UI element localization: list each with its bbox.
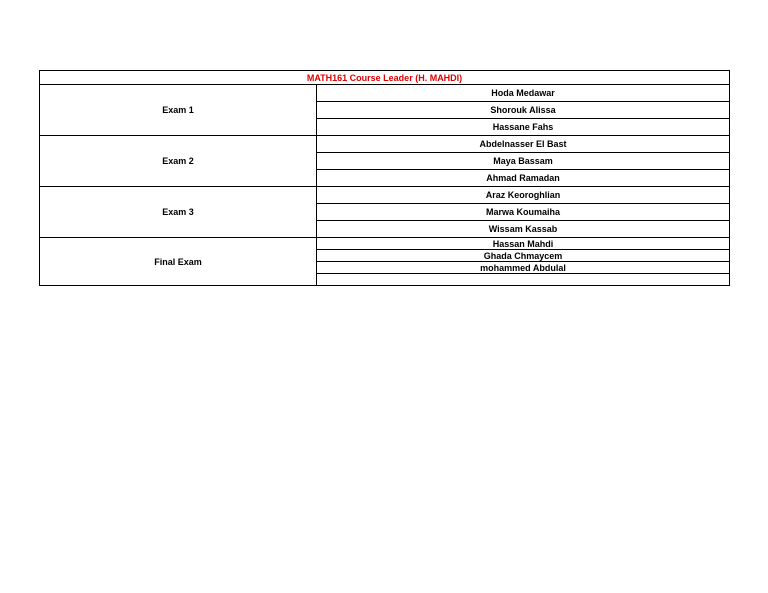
member-name: Marwa Koumaiha <box>317 204 730 221</box>
member-name: Ahmad Ramadan <box>317 170 730 187</box>
member-name: Araz Keoroghlian <box>317 187 730 204</box>
exam-label-exam-1: Exam 1 <box>40 85 317 136</box>
member-name: Abdelnasser El Bast <box>317 136 730 153</box>
member-name: Shorouk Alissa <box>317 102 730 119</box>
member-name: mohammed Abdulal <box>317 262 730 274</box>
member-name: Hassan Mahdi <box>317 238 730 250</box>
member-name: Hassane Fahs <box>317 119 730 136</box>
table-title: MATH161 Course Leader (H. MAHDI) <box>40 71 730 85</box>
member-name: Hoda Medawar <box>317 85 730 102</box>
course-leader-table <box>39 70 730 286</box>
member-name: Ghada Chmaycem <box>317 250 730 262</box>
exam-label-exam-2: Exam 2 <box>40 136 317 187</box>
exam-label-final-exam: Final Exam <box>40 238 317 286</box>
exam-label-exam-3: Exam 3 <box>40 187 317 238</box>
member-name-empty <box>317 274 730 286</box>
member-name: Maya Bassam <box>317 153 730 170</box>
member-name: Wissam Kassab <box>317 221 730 238</box>
